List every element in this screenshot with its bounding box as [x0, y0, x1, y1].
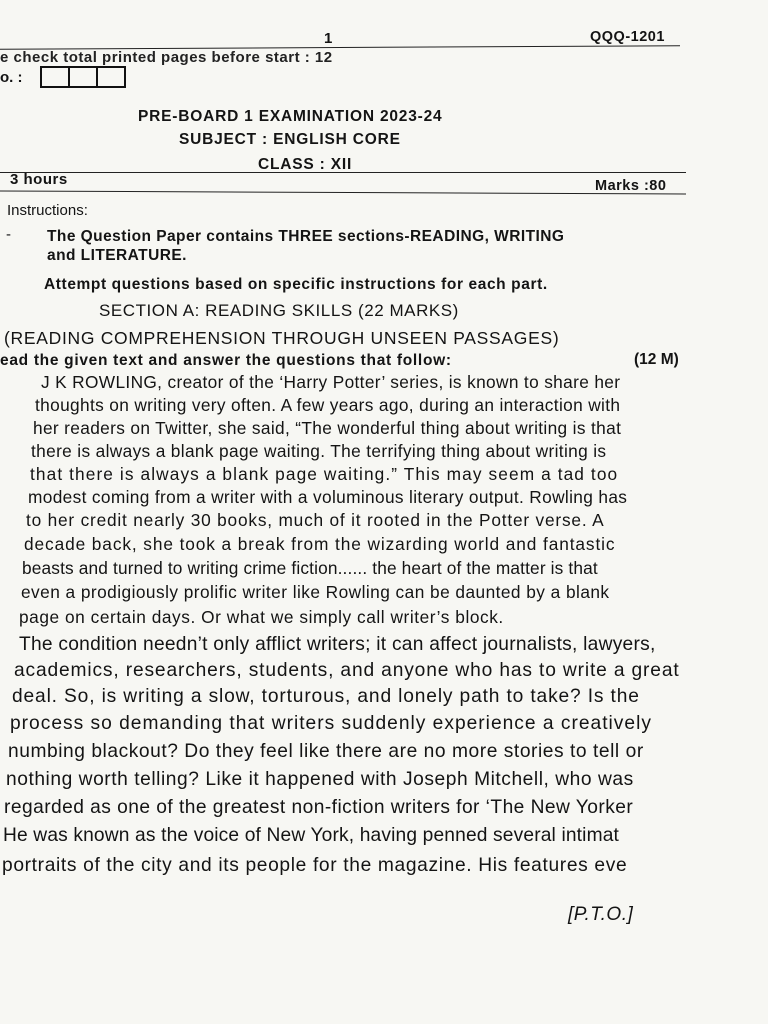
roll-no-boxes [40, 66, 124, 88]
passage-line: He was known as the voice of New York, having penned several intimat [3, 825, 620, 846]
subject-line: SUBJECT : ENGLISH CORE [179, 131, 401, 148]
passage-line: even a prodigiously prolific writer like Rowling can be daunted by a blank [21, 582, 610, 602]
roll-no-box [96, 66, 126, 88]
section-a-title: SECTION A: READING SKILLS (22 MARKS) [99, 301, 459, 320]
roll-no-box [68, 66, 98, 88]
passage-line: academics, researchers, students, and anyone who has to write a great [14, 660, 680, 681]
passage-line: process so demanding that writers suddenly experience a creatively [10, 713, 652, 734]
passage-line: her readers on Twitter, she said, “The wonderful thing about writing is that [33, 418, 622, 438]
passage-line: thoughts on writing very often. A few years ago, during an interaction with [35, 395, 621, 415]
passage-line: regarded as one of the greatest non-fiction writers for ‘The New Yorker [4, 797, 634, 818]
passage-line: beasts and turned to writing crime fiction...... the heart of the matter is that [22, 558, 598, 578]
question-marks: (12 M) [634, 351, 679, 368]
roll-no-box [40, 66, 70, 88]
meta-top-rule [0, 172, 686, 173]
passage-line: The condition needn’t only afflict writers; it can affect journalists, lawyers, [19, 634, 656, 655]
page-number: 1 [324, 30, 333, 47]
instruction-sections: The Question Paper contains THREE sections-READING, WRITING [47, 228, 565, 245]
section-a-subtitle: (READING COMPREHENSION THROUGH UNSEEN PASSAGES) [4, 328, 560, 348]
passage-line: page on certain days. Or what we simply call writer’s block. [19, 607, 504, 627]
meta-bottom-rule [0, 191, 686, 195]
exam-title: PRE-BOARD 1 EXAMINATION 2023-24 [138, 108, 443, 125]
passage-line: there is always a blank page waiting. The terrifying thing about writing is [31, 441, 607, 461]
max-marks: Marks :80 [595, 178, 667, 194]
time-allowed: 3 hours [10, 171, 68, 188]
roll-no-label: o. : [0, 69, 23, 86]
passage-line: to her credit nearly 30 books, much of it rooted in the Potter verse. A [26, 510, 605, 530]
class-line: CLASS : XII [258, 156, 353, 173]
instruction-sections-cont: and LITERATURE. [47, 247, 187, 264]
passage-line: nothing worth telling? Like it happened with Joseph Mitchell, who was [6, 769, 634, 790]
passage-line: J K ROWLING, creator of the ‘Harry Potter’ series, is known to share her [41, 372, 621, 392]
passage-line: portraits of the city and its people for the magazine. His features eve [2, 855, 628, 876]
bullet-dash: - [6, 226, 11, 243]
passage-line: numbing blackout? Do they feel like there are no more stories to tell or [8, 741, 644, 762]
passage-line: decade back, she took a break from the wizarding world and fantastic [24, 534, 616, 554]
instructions-heading: Instructions: [7, 202, 88, 219]
check-pages-note: e check total printed pages before start : 12 [0, 49, 333, 66]
passage-line: modest coming from a writer with a voluminous literary output. Rowling has [28, 487, 628, 507]
passage-line: that there is always a blank page waiting.” This may seem a tad too [30, 464, 619, 484]
paper-code: QQQ-1201 [590, 29, 665, 45]
pto-marker: [P.T.O.] [568, 904, 634, 925]
passage-line: deal. So, is writing a slow, torturous, and lonely path to take? Is the [12, 686, 640, 707]
question-instruction: ead the given text and answer the questions that follow: [0, 352, 452, 369]
instruction-attempt: Attempt questions based on specific instructions for each part. [44, 276, 548, 293]
